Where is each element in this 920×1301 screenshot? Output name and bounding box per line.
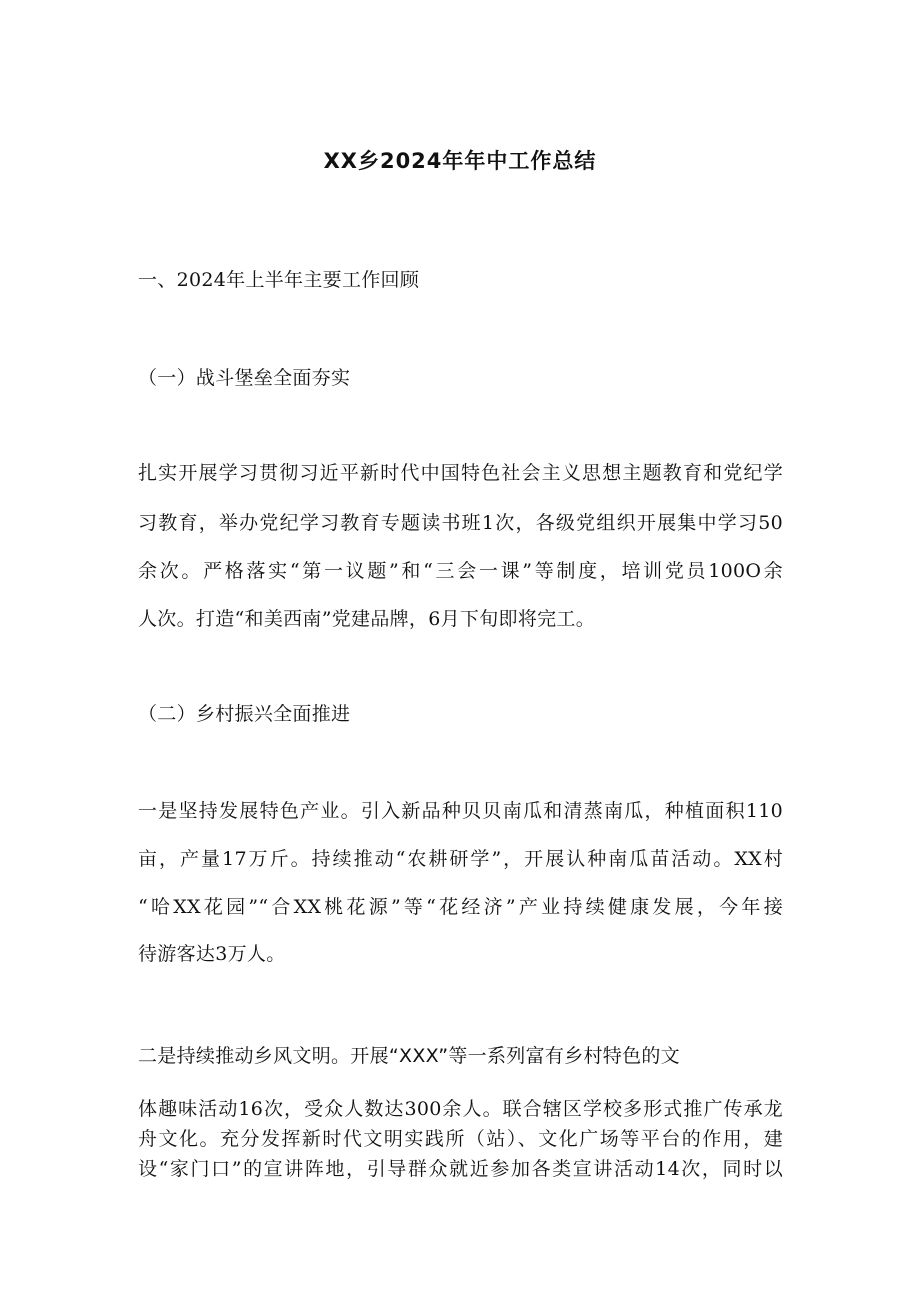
subsection-heading: （一）战斗堡垒全面夯实 (138, 367, 351, 389)
document-title: XX乡2024年年中工作总结 (323, 149, 597, 173)
paragraph-line: 亩，产量17万斤。持续推动“农耕研学”，开展认种南瓜苗活动。XX村 (138, 848, 783, 870)
paragraph-line: 人次。打造“和美西南”党建品牌，6月下旬即将完工。 (138, 608, 596, 630)
paragraph-line: 二是持续推动乡风文明。开展“XXX”等一系列富有乡村特色的文 (138, 1045, 680, 1067)
paragraph-line: 一是坚持发展特色产业。引入新品种贝贝南瓜和清蒸南瓜，种植面积110 (138, 800, 783, 822)
paragraph-line: 余次。严格落实“第一议题”和“三会一课”等制度，培训党员100O余 (138, 560, 783, 582)
paragraph-line: 舟文化。充分发挥新时代文明实践所（站）、文化广场等平台的作用，建 (138, 1128, 783, 1150)
paragraph-line: 习教育，举办党纪学习教育专题读书班1次，各级党组织开展集中学习50 (138, 512, 783, 534)
paragraph-line: 设“家门口”的宣讲阵地，引导群众就近参加各类宣讲活动14次，同时以 (138, 1158, 783, 1180)
subsection-heading: （二）乡村振兴全面推进 (138, 703, 351, 725)
paragraph-line: 体趣味活动16次，受众人数达300余人。联合辖区学校多形式推广传承龙 (138, 1098, 783, 1120)
paragraph-line: 待游客达3万人。 (138, 943, 286, 965)
paragraph-line: 扎实开展学习贯彻习近平新时代中国特色社会主义思想主题教育和党纪学 (138, 462, 783, 484)
paragraph-line: “哈XX花园”“合XX桃花源”等“花经济”产业持续健康发展，今年接 (138, 896, 783, 918)
section-heading: 一、2024年上半年主要工作回顾 (138, 269, 420, 291)
